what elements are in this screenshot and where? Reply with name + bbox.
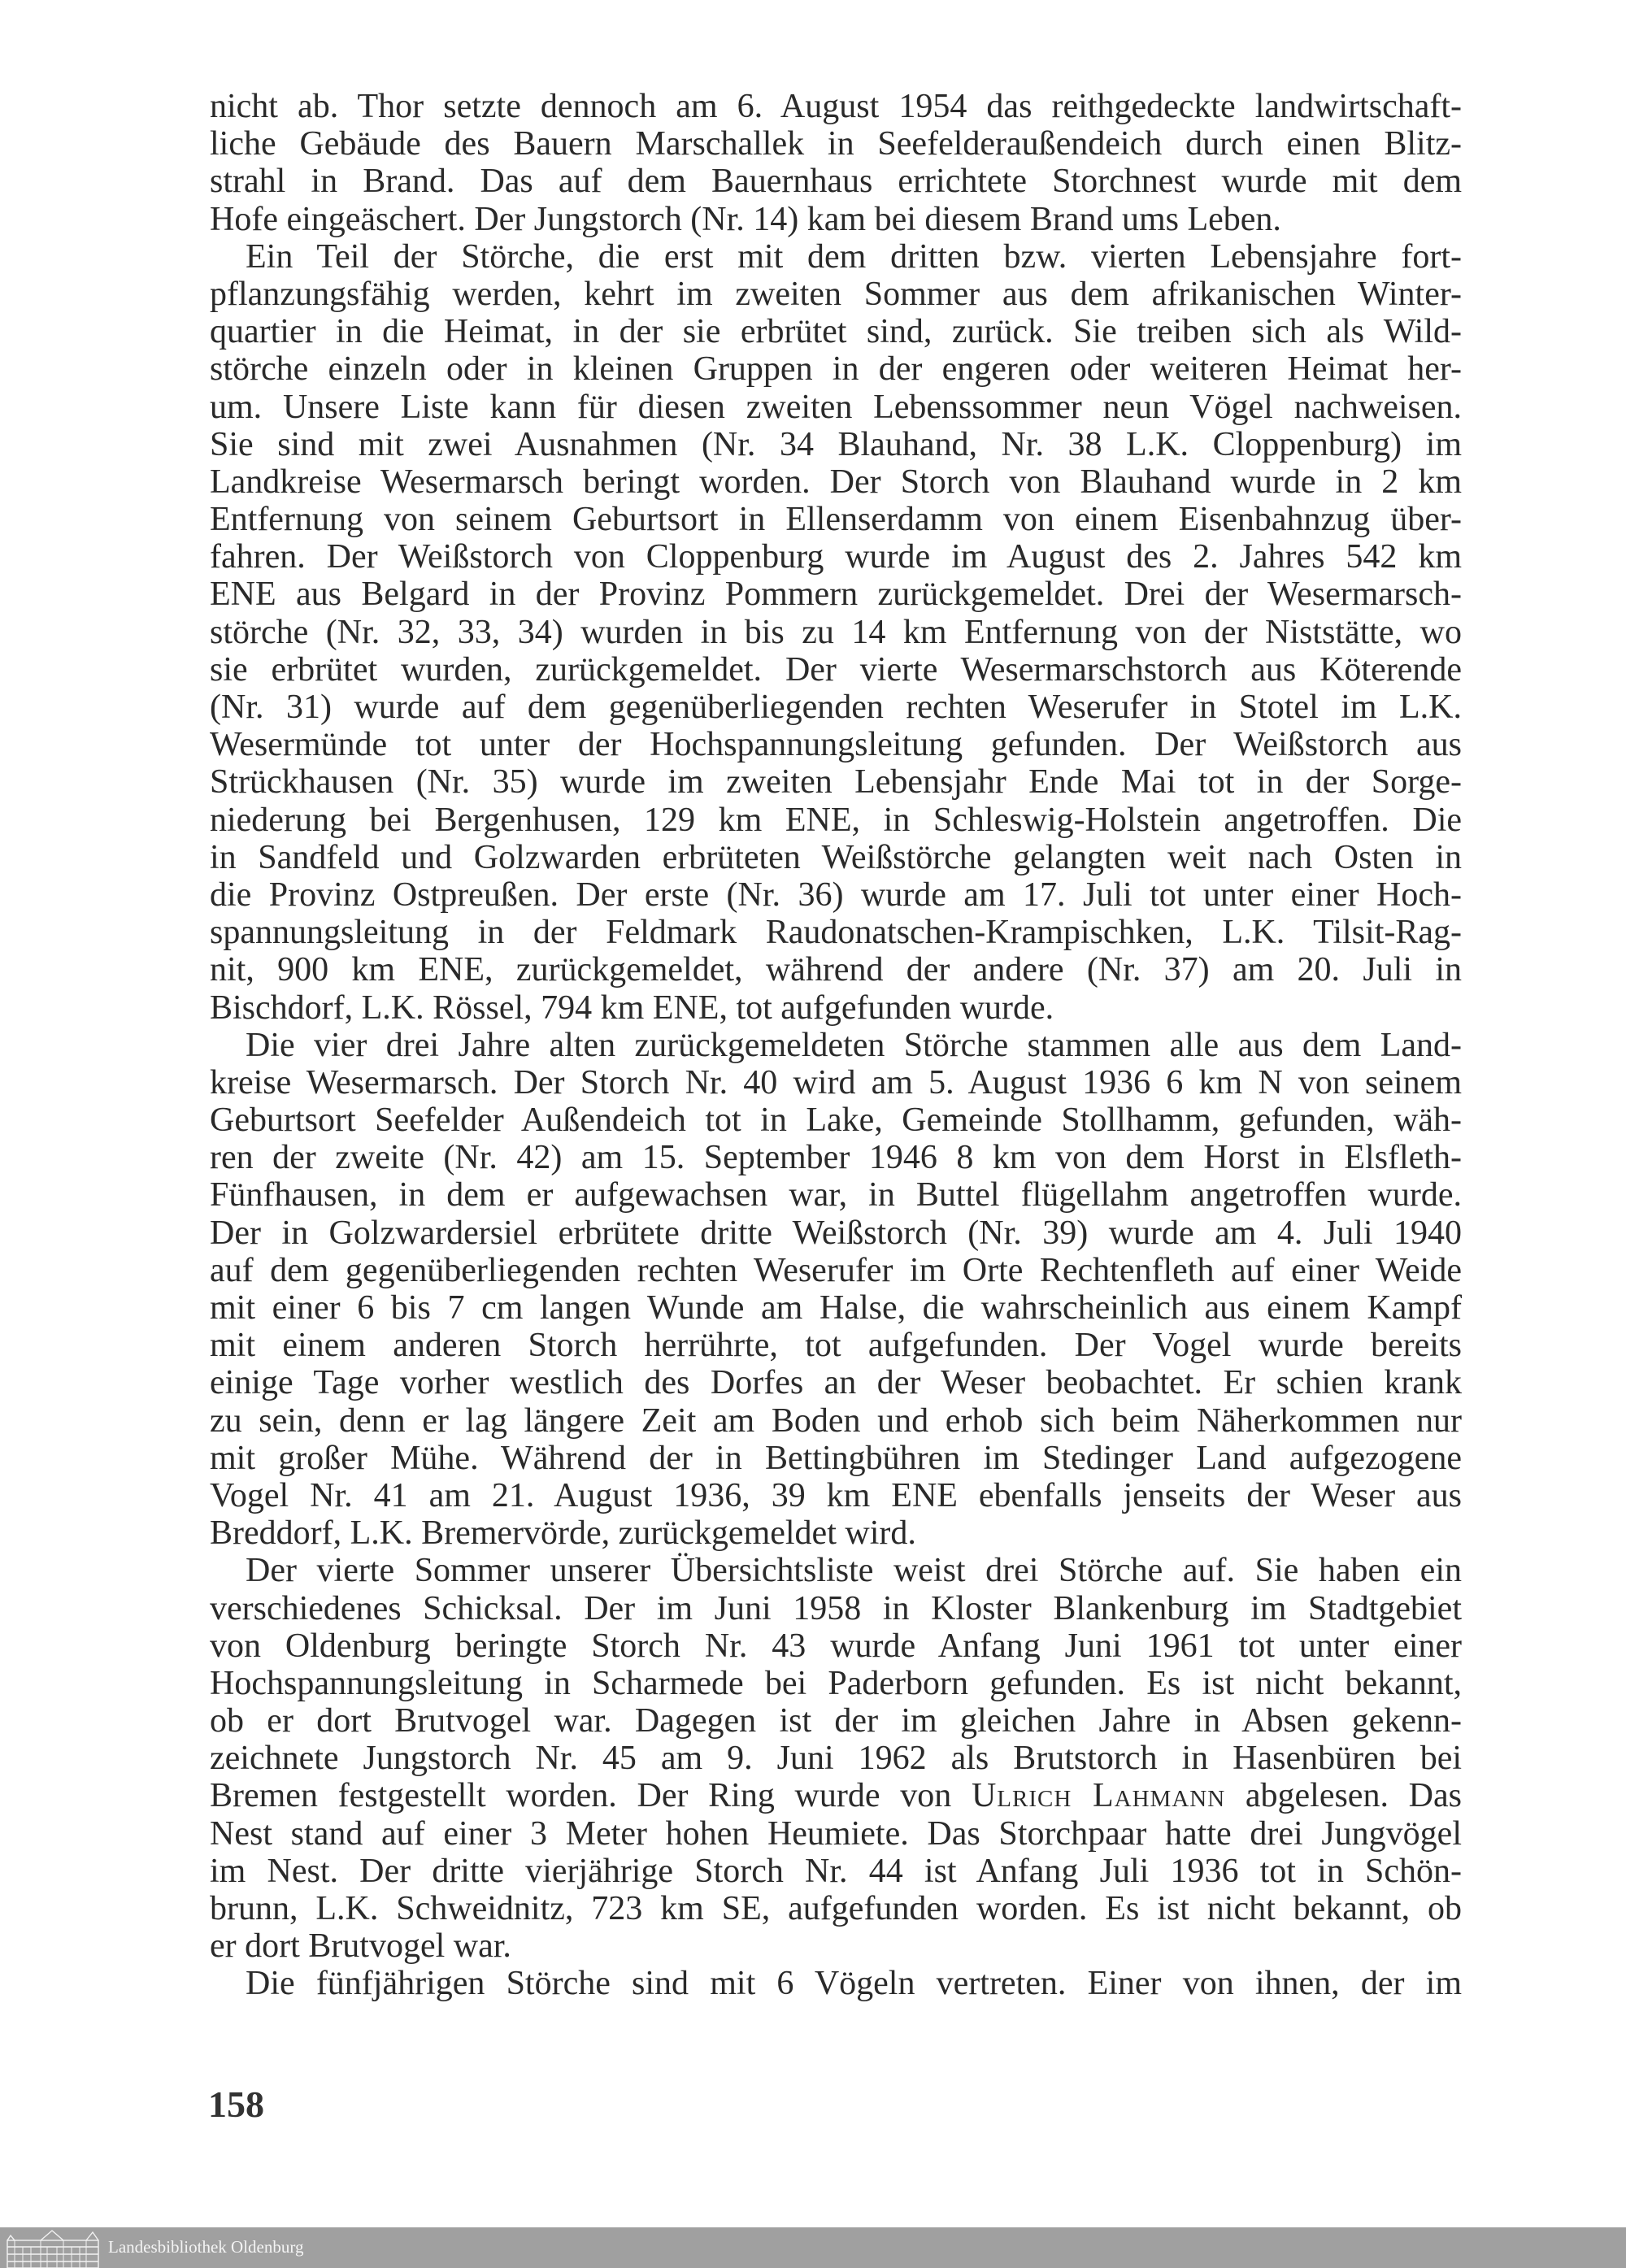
text-line: nit, 900 km ENE, zurückgemeldet, während der andere (Nr. 37) am 20. Juli in [210,951,1462,989]
text-line: auf dem gegenüberliegenden rechten Weserufer im Orte Rechtenfleth auf einer Weide [210,1251,1462,1289]
text-line: Strückhausen (Nr. 35) wurde im zweiten Lebensjahr Ende Mai tot in der Sorge- [210,763,1462,802]
text-line: er dort Brutvogel war. [210,1927,511,1966]
text-line: sie erbrütet wurden, zurückgemeldet. Der vierte Wesermarschstorch aus Köterende [210,650,1462,689]
text-line: kreise Wesermarsch. Der Storch Nr. 40 wird am 5. August 1936 6 km N von seinem [210,1063,1462,1101]
text-line: (Nr. 31) wurde auf dem gegenüberliegenden rechten Weserufer in Stotel im L.K. [210,689,1462,726]
library-building-icon [5,2229,101,2268]
text-line: Die fünfjährigen Störche sind mit 6 Vögeln vertreten. Einer von ihnen, der im [246,1965,1462,2003]
text-line: Die vier drei Jahre alten zurückgemeldeten Störche stammen alle aus dem Land- [246,1026,1462,1064]
text-line: Nest stand auf einer 3 Meter hohen Heumiete. Das Storchpaar hatte drei Jungvögel [210,1814,1462,1853]
text-segment: Bremen festgestellt worden. Der Ring wurde von [210,1777,972,1815]
text-line: niederung bei Bergenhusen, 129 km ENE, in Schleswig-Holstein angetroffen. Die [210,801,1462,839]
text-line: mit großer Mühe. Während der in Bettingbühren im Stedinger Land aufgezogene [210,1439,1462,1477]
paragraph [210,88,1462,238]
text-line: Entfernung von seinem Geburtsort in Ellenserdamm von einem Eisenbahnzug über- [210,501,1462,539]
text-line: mit einem anderen Storch herrührte, tot aufgefunden. Der Vogel wurde bereits [210,1327,1462,1365]
text-line: spannungsleitung in der Feldmark Raudonatschen-Krampischken, L.K. Tilsit-Rag- [210,914,1462,952]
body-text [210,88,1462,2003]
text-line: im Nest. Der dritte vierjährige Storch Nr. 44 ist Anfang Juli 1936 tot in Schön- [210,1852,1462,1890]
text-line: nicht ab. Thor setzte dennoch am 6. August 1954 das reithgedeckte landwirtschaft- [210,88,1462,125]
paragraph [210,1965,1462,2002]
text-line: von Oldenburg beringte Storch Nr. 43 wurde Anfang Juni 1961 tot unter einer [210,1627,1462,1665]
text-line: Bischdorf, L.K. Rössel, 794 km ENE, tot aufgefunden wurde. [210,988,1054,1027]
text-line: Geburtsort Seefelder Außendeich tot in Lake, Gemeinde Stollhamm, gefunden, wäh- [210,1101,1462,1140]
text-line: Wesermünde tot unter der Hochspannungsleitung gefunden. Der Weißstorch aus [210,726,1462,764]
text-line: einige Tage vorher westlich des Dorfes an der Weser beobachtet. Er schien krank [210,1364,1462,1402]
text-line: Sie sind mit zwei Ausnahmen (Nr. 34 Blauhand, Nr. 38 L.K. Cloppenburg) im [210,425,1462,463]
library-footer-bar [0,2227,1626,2268]
text-line: störche (Nr. 32, 33, 34) wurden in bis zu 14 km Entfernung von der Niststätte, wo [210,613,1462,651]
text-line: störche einzeln oder in kleinen Gruppen in der engeren oder weiteren Heimat her- [210,350,1462,389]
text-line: in Sandfeld und Golzwarden erbrüteten Weißstörche gelangten weit nach Osten in [210,838,1462,876]
page-number: 158 [208,2083,264,2125]
paragraph [210,1027,1462,1553]
paragraph [210,238,1462,1027]
text-line: pflanzungsfähig werden, kehrt im zweiten Sommer aus dem afrikanischen Winter- [210,275,1462,313]
text-line: ob er dort Brutvogel war. Dagegen ist der im gleichen Jahre in Absen gekenn- [210,1702,1462,1740]
text-line: Landkreise Wesermarsch beringt worden. Der Storch von Blauhand wurde in 2 km [210,463,1462,501]
text-line: Vogel Nr. 41 am 21. August 1936, 39 km ENE ebenfalls jenseits der Weser aus [210,1476,1462,1514]
text-segment: abgelesen. Das [1225,1777,1462,1815]
text-line: fahren. Der Weißstorch von Cloppenburg wurde im August des 2. Jahres 542 km [210,538,1462,576]
text-line: Breddorf, L.K. Bremervörde, zurückgemeldet wird. [210,1514,916,1553]
text-line: quartier in die Heimat, in der sie erbrütet sind, zurück. Sie treiben sich als Wild- [210,313,1462,351]
text-line: zu sein, denn er lag längere Zeit am Boden und erhob sich beim Näherkommen nur [210,1401,1462,1440]
author-name-small-caps: Ulrich Lahmann [971,1777,1226,1815]
paragraph [210,1552,1462,1965]
text-line: Der vierte Sommer unserer Übersichtsliste weist drei Störche auf. Sie haben ein [246,1552,1462,1590]
text-line: ren der zweite (Nr. 42) am 15. September 1946 8 km von dem Horst in Elsfleth- [210,1139,1462,1177]
text-line: Hochspannungsleitung in Scharmede bei Paderborn gefunden. Es ist nicht bekannt, [210,1664,1462,1702]
text-line: zeichnete Jungstorch Nr. 45 am 9. Juni 1962 als Brutstorch in Hasenbüren bei [210,1740,1462,1778]
text-line: die Provinz Ostpreußen. Der erste (Nr. 36) wurde am 17. Juli tot unter einer Hoch- [210,875,1462,914]
text-line: Ein Teil der Störche, die erst mit dem dritten bzw. vierten Lebensjahre fort- [246,237,1462,276]
text-line: Der in Golzwardersiel erbrütete dritte Weißstorch (Nr. 39) wurde am 4. Juli 1940 [210,1214,1462,1252]
text-line: verschiedenes Schicksal. Der im Juni 1958 in Kloster Blankenburg im Stadtgebiet [210,1589,1462,1627]
text-line: liche Gebäude des Bauern Marschallek in Seefelderaußendeich durch einen Blitz- [210,125,1462,163]
text-line: strahl in Brand. Das auf dem Bauernhaus errichtete Storchnest wurde mit dem [210,163,1462,201]
library-name: Landesbibliothek Oldenburg [108,2237,304,2257]
text-line: mit einer 6 bis 7 cm langen Wunde am Halse, die wahrscheinlich aus einem Kampf [210,1289,1462,1327]
text-line: brunn, L.K. Schweidnitz, 723 km SE, aufgefunden worden. Es ist nicht bekannt, ob [210,1890,1462,1927]
text-line: ENE aus Belgard in der Provinz Pommern zurückgemeldet. Drei der Wesermarsch- [210,576,1462,614]
text-line: Hofe eingeäschert. Der Jungstorch (Nr. 14) kam bei diesem Brand ums Leben. [210,200,1281,238]
text-line [210,1777,1462,1814]
text-line: um. Unsere Liste kann für diesen zweiten Lebenssommer neun Vögel nachweisen. [210,388,1462,426]
text-line: Fünfhausen, in dem er aufgewachsen war, in Buttel flügellahm angetroffen wurde. [210,1176,1462,1214]
